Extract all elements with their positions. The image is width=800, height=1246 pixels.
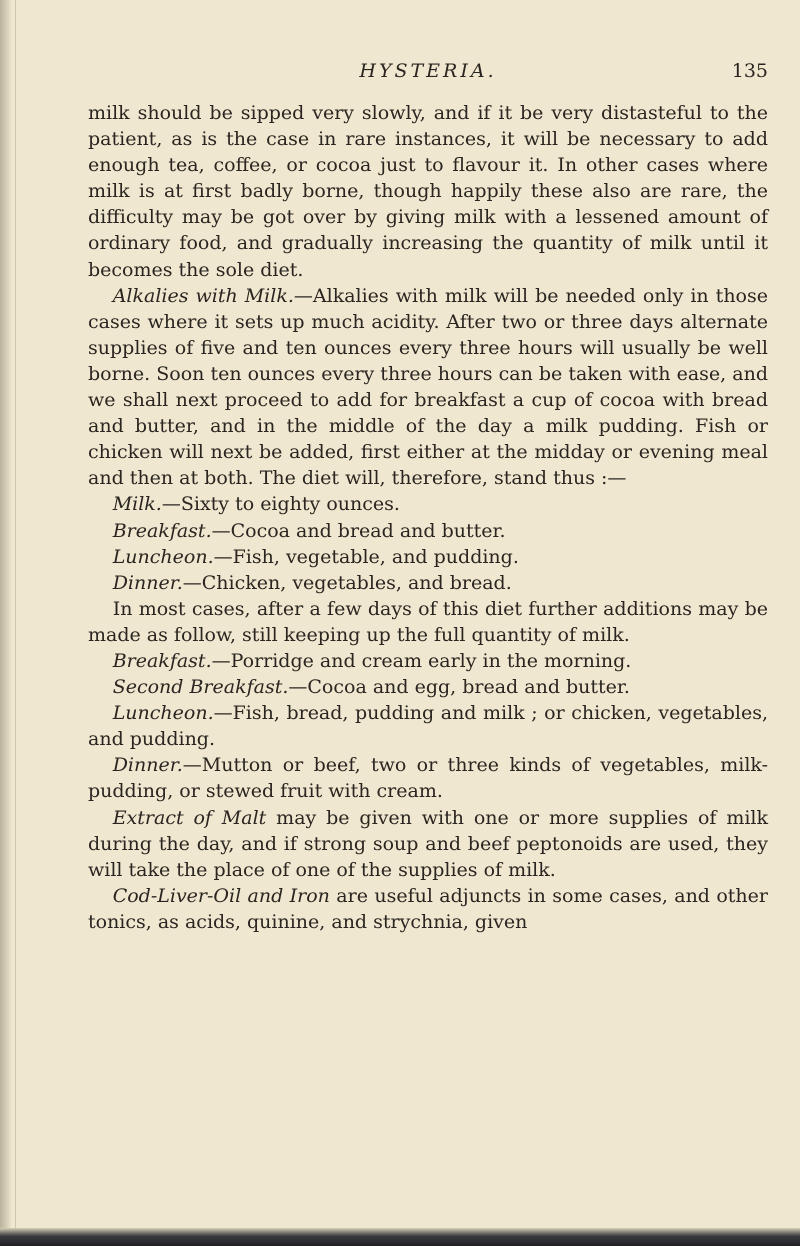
diet-item-luncheon: Luncheon.—Fish, vegetable, and pudding. (112, 545, 519, 568)
page-edge-line (15, 0, 16, 1246)
page-number: 135 (731, 60, 768, 82)
paragraph-additions: In most cases, after a few days of this diet further additions may be made as follow, still keeping up the full quantity of milk. (88, 597, 768, 646)
page-binding-edge (0, 0, 12, 1246)
diet-item-dinner: Dinner.—Chicken, vegetables, and bread. (112, 571, 512, 594)
paragraph-extract-of-malt: Extract of Malt may be given with one or more supplies of milk during the day, and if strong soup and beef peptonoids are used, they will take the place of one of the supplies of milk. (88, 806, 769, 881)
paragraph-cod-liver-oil: Cod-Liver-Oil and Iron are useful adjuncts in some cases, and other tonics, as acids, quinine, and strychnia, given (88, 884, 768, 933)
diet-item-milk: Milk.—Sixty to eighty ounces. (112, 493, 400, 516)
scan-bottom-edge (0, 1228, 800, 1246)
diet-item-dinner-2: Dinner.—Mutton or beef, two or three kinds of vegetables, milk-pudding, or stewed fruit with cream. (88, 754, 768, 803)
page-body (88, 100, 768, 935)
diet-item-breakfast-2: Breakfast.—Porridge and cream early in the morning. (112, 649, 632, 672)
caption-alkalies: Alkalies with Milk. (112, 284, 294, 307)
diet-item-luncheon-2: Luncheon.—Fish, bread, pudding and milk ; or chicken, vegetables, and pudding. (88, 702, 768, 751)
running-title: HYSTERIA. (359, 60, 497, 82)
diet-item-breakfast: Breakfast.—Cocoa and bread and butter. (112, 519, 506, 542)
running-head (88, 60, 768, 90)
paragraph-alkalies: Alkalies with Milk.—Alkalies with milk will be needed only in those cases where it sets up much acidity. After two or three days alternate supplies of five and ten ounces every three hours will usually be well borne. Soon ten ounces every three hours can be taken with ease, and we shall next proceed to add for breakfast a cup of cocoa with bread and butter, and in the middle of the day a milk pudding. Fish or chicken will next be added, first either at the midday or evening meal and then at both. The diet will, therefore, stand thus :— (88, 284, 768, 490)
paragraph-opening: milk should be sipped very slowly, and if it be very distasteful to the patient, as is the case in rare instances, it will be necessary to add enough tea, coffee, or cocoa just to flavour it. In other cases where milk is at first badly borne, though happily these also are rare, the difficulty may be got over by giving milk with a lessened amount of ordinary food, and gradually increasing the quantity of milk until it becomes the sole diet. (88, 102, 768, 281)
diet-item-second-breakfast: Second Breakfast.—Cocoa and egg, bread and butter. (112, 676, 630, 699)
